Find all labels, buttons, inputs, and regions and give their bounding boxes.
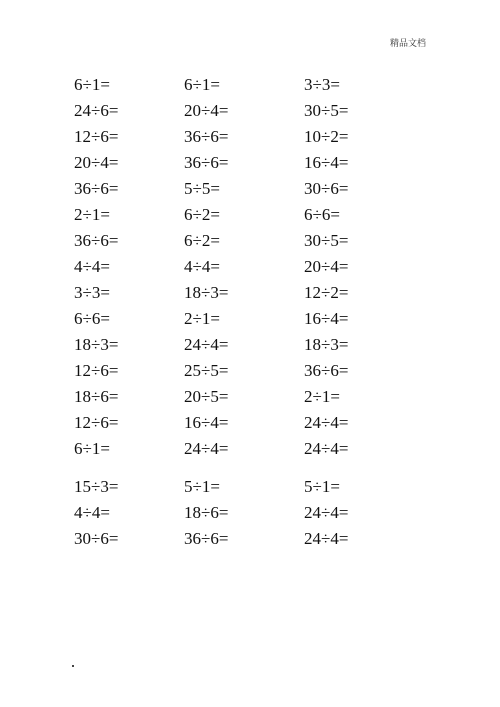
division-problem: 2÷1= bbox=[304, 387, 340, 406]
problem-row bbox=[74, 306, 434, 332]
division-problem: 24÷4= bbox=[304, 413, 349, 432]
problem-row bbox=[74, 228, 434, 254]
division-problem: 18÷3= bbox=[304, 335, 349, 354]
problem-row bbox=[74, 526, 434, 552]
division-problem: 36÷6= bbox=[184, 127, 229, 146]
problem-row bbox=[74, 436, 434, 462]
problem-row bbox=[74, 332, 434, 358]
problem-row bbox=[74, 384, 434, 410]
problem-row bbox=[74, 254, 434, 280]
problem-row bbox=[74, 358, 434, 384]
division-problem: 3÷3= bbox=[304, 75, 340, 94]
problem-row bbox=[74, 202, 434, 228]
division-problem: 6÷2= bbox=[184, 231, 220, 250]
division-problem: 30÷6= bbox=[74, 529, 119, 548]
problem-row bbox=[74, 98, 434, 124]
division-problem: 6÷6= bbox=[74, 309, 110, 328]
division-problem: 4÷4= bbox=[74, 257, 110, 276]
division-problem: 18÷6= bbox=[74, 387, 119, 406]
division-problem: 4÷4= bbox=[74, 503, 110, 522]
division-problem: 5÷5= bbox=[184, 179, 220, 198]
division-problem: 20÷4= bbox=[184, 101, 229, 120]
division-problem: 6÷1= bbox=[184, 75, 220, 94]
page-header-label: 精品文档 bbox=[389, 39, 426, 49]
division-problem: 24÷4= bbox=[304, 439, 349, 458]
division-problem: 20÷4= bbox=[74, 153, 119, 172]
division-problem: 6÷2= bbox=[184, 205, 220, 224]
problem-row bbox=[74, 474, 434, 500]
footer-dot bbox=[72, 665, 74, 667]
division-problem: 2÷1= bbox=[74, 205, 110, 224]
problem-row bbox=[74, 500, 434, 526]
division-problem: 16÷4= bbox=[304, 309, 349, 328]
division-problem: 12÷6= bbox=[74, 361, 119, 380]
division-problem: 6÷6= bbox=[304, 205, 340, 224]
problem-row bbox=[74, 150, 434, 176]
division-problem: 18÷3= bbox=[184, 283, 229, 302]
division-problem: 6÷1= bbox=[74, 439, 110, 458]
division-problem: 20÷5= bbox=[184, 387, 229, 406]
division-problem: 6÷1= bbox=[74, 75, 110, 94]
division-problem: 12÷6= bbox=[74, 413, 119, 432]
division-problem: 2÷1= bbox=[184, 309, 220, 328]
division-problem: 20÷4= bbox=[304, 257, 349, 276]
division-problem: 18÷6= bbox=[184, 503, 229, 522]
division-problem: 30÷5= bbox=[304, 231, 349, 250]
division-problem: 36÷6= bbox=[74, 179, 119, 198]
division-problem: 24÷6= bbox=[74, 101, 119, 120]
division-problem: 25÷5= bbox=[184, 361, 229, 380]
division-problem: 16÷4= bbox=[304, 153, 349, 172]
division-problem: 12÷6= bbox=[74, 127, 119, 146]
problem-row bbox=[74, 176, 434, 202]
division-problem: 3÷3= bbox=[74, 283, 110, 302]
problem-row bbox=[74, 72, 434, 98]
division-problem: 4÷4= bbox=[184, 257, 220, 276]
division-problem: 16÷4= bbox=[184, 413, 229, 432]
division-problem: 12÷2= bbox=[304, 283, 349, 302]
division-problem: 36÷6= bbox=[184, 153, 229, 172]
division-problem: 24÷4= bbox=[304, 503, 349, 522]
division-problem: 5÷1= bbox=[304, 477, 340, 496]
problem-row bbox=[74, 124, 434, 150]
division-problem: 24÷4= bbox=[304, 529, 349, 548]
division-worksheet bbox=[74, 72, 434, 552]
problem-row bbox=[74, 280, 434, 306]
division-problem: 24÷4= bbox=[184, 439, 229, 458]
division-problem: 36÷6= bbox=[74, 231, 119, 250]
division-problem: 36÷6= bbox=[304, 361, 349, 380]
division-problem: 5÷1= bbox=[184, 477, 220, 496]
problem-row bbox=[74, 410, 434, 436]
division-problem: 30÷5= bbox=[304, 101, 349, 120]
division-problem: 24÷4= bbox=[184, 335, 229, 354]
division-problem: 30÷6= bbox=[304, 179, 349, 198]
division-problem: 36÷6= bbox=[184, 529, 229, 548]
division-problem: 10÷2= bbox=[304, 127, 349, 146]
division-problem: 15÷3= bbox=[74, 477, 119, 496]
division-problem: 18÷3= bbox=[74, 335, 119, 354]
